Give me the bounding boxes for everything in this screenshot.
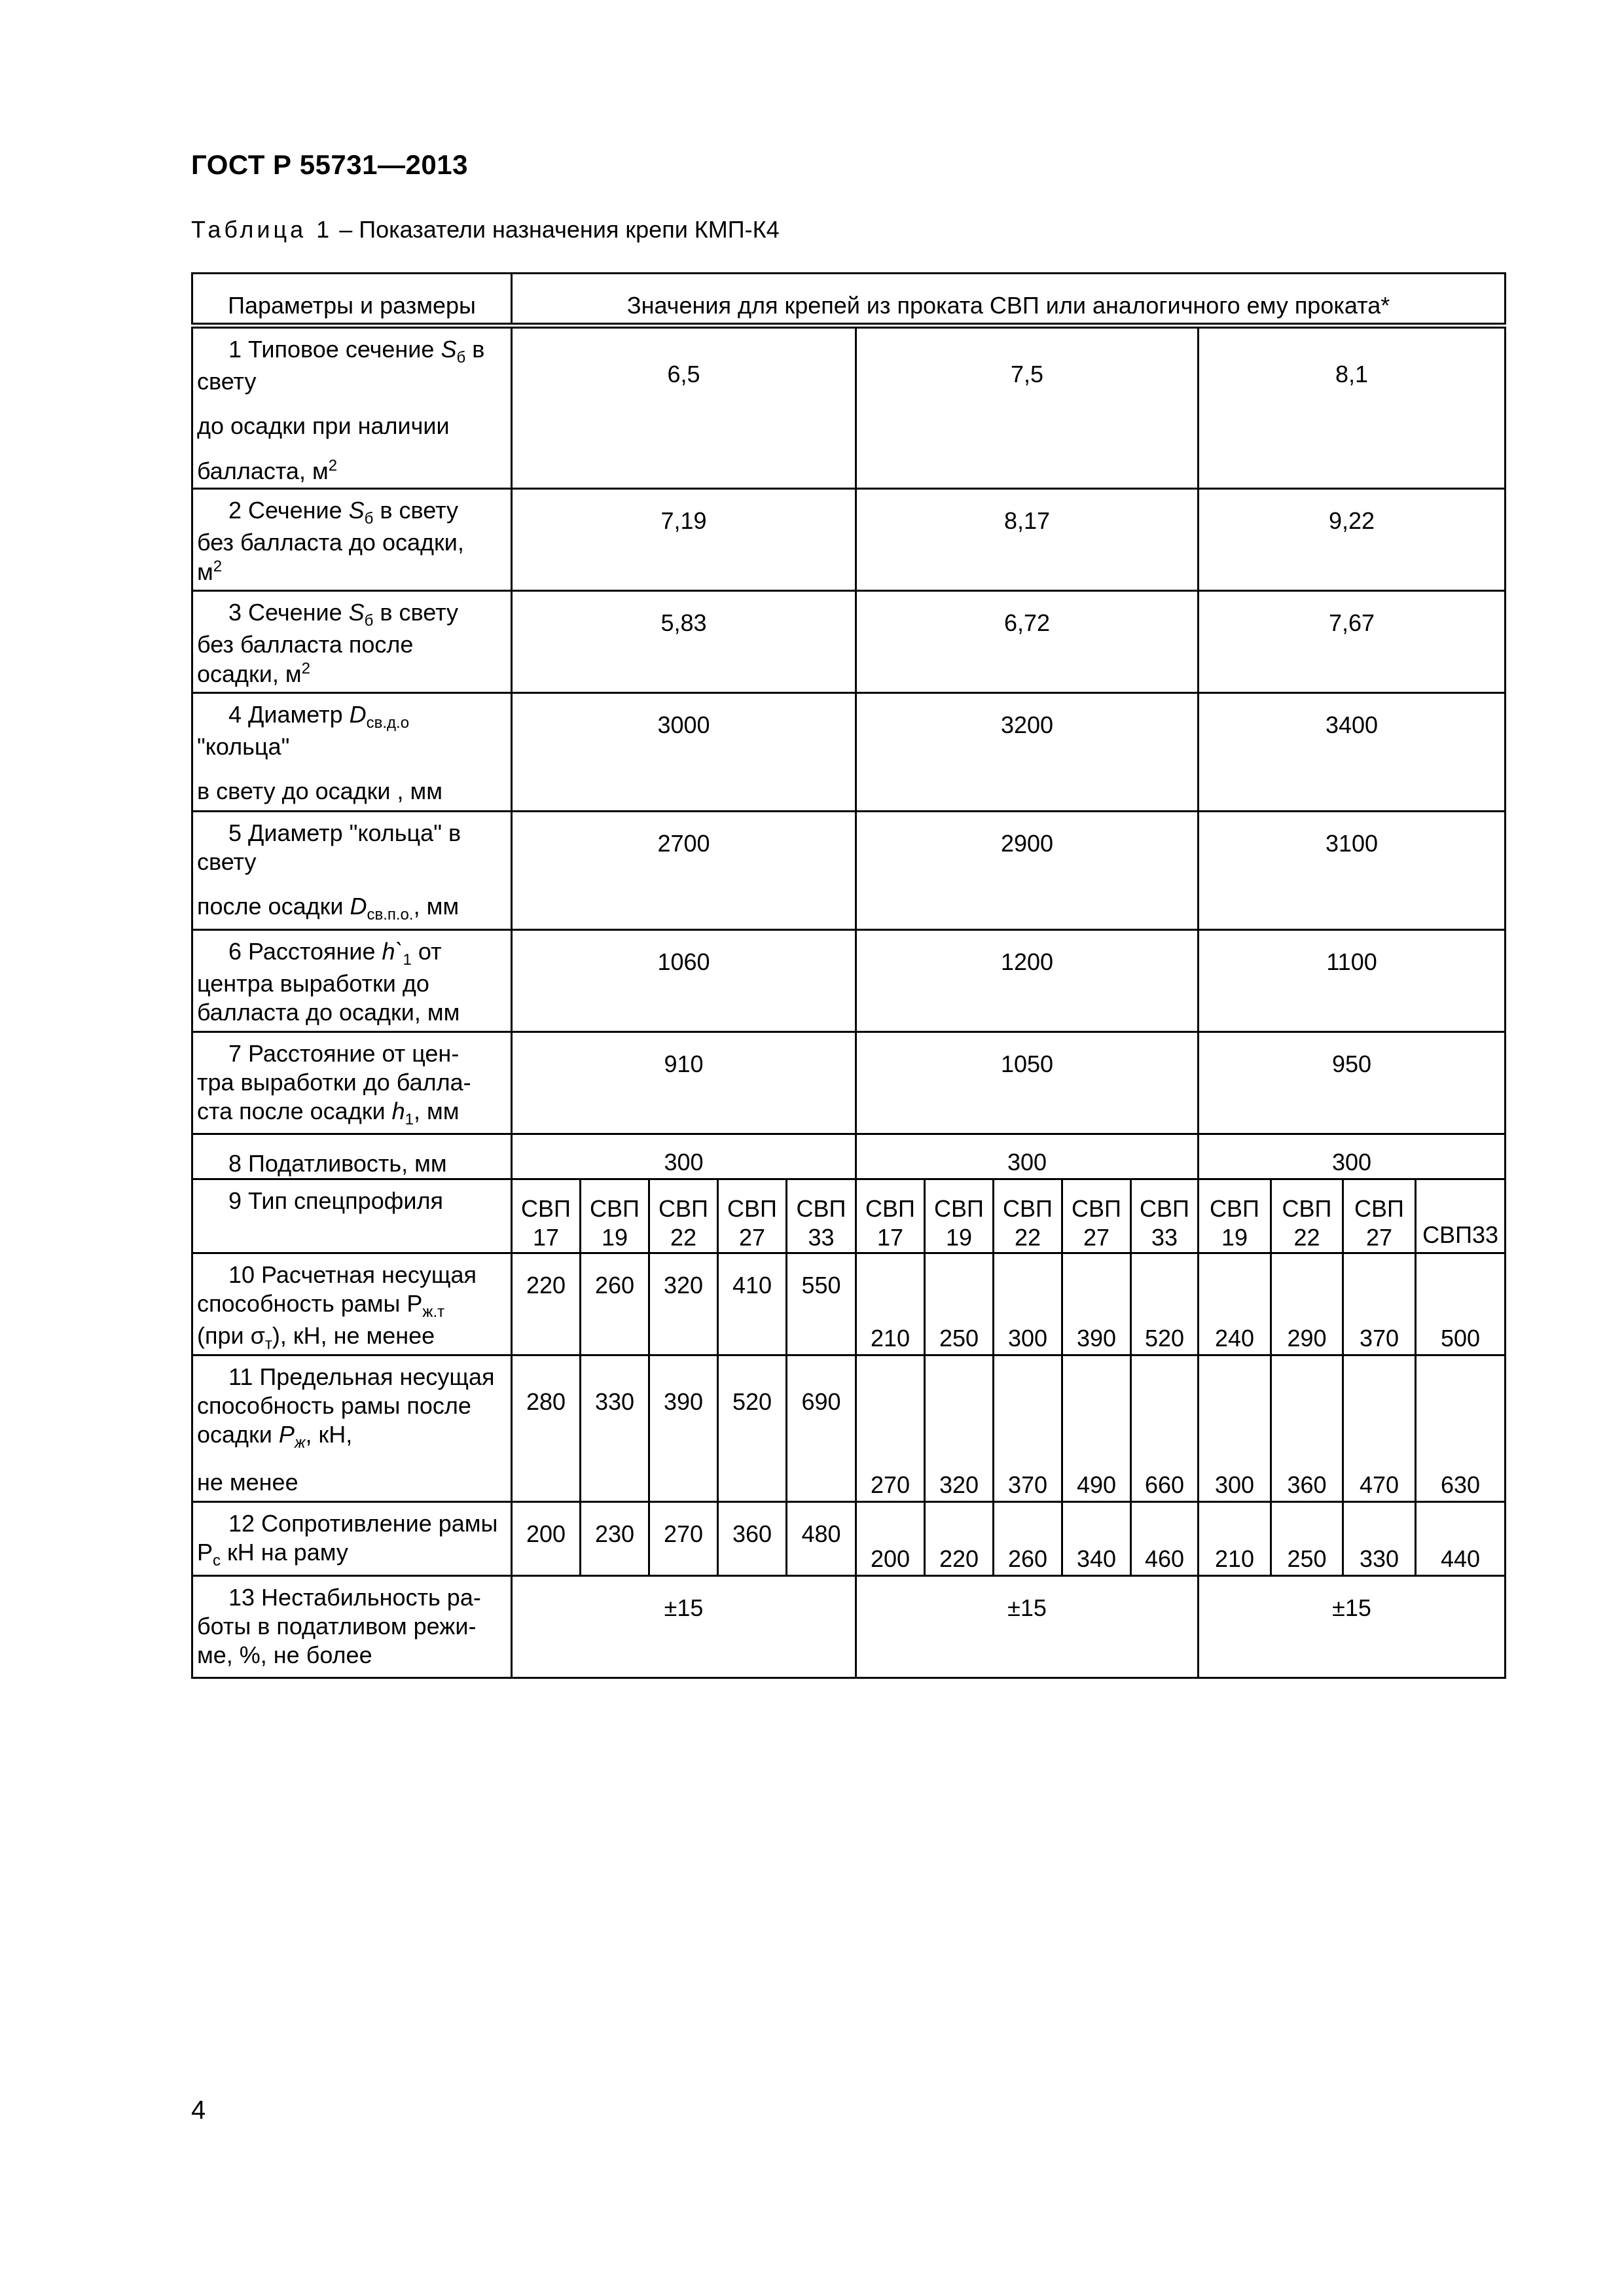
value-cell: 390 bbox=[1062, 1253, 1131, 1355]
table-row bbox=[192, 591, 1506, 693]
value-cell: 690 bbox=[787, 1355, 856, 1501]
profile-cell: СВП 22 bbox=[994, 1179, 1062, 1253]
value-cell: 390 bbox=[649, 1355, 718, 1501]
value-cell: 630 bbox=[1416, 1355, 1506, 1501]
value-cell: 300 bbox=[994, 1253, 1062, 1355]
document-header: ГОСТ Р 55731—2013 bbox=[191, 149, 468, 180]
value-cell: 260 bbox=[994, 1501, 1062, 1575]
param-cell: 5 Диаметр "кольца" в свету после осадки $D_{св.п.о.}$, мм bbox=[192, 812, 512, 930]
value-cell: 480 bbox=[787, 1501, 856, 1575]
value-cell: 250 bbox=[1271, 1501, 1343, 1575]
value-cell: 340 bbox=[1062, 1501, 1131, 1575]
param-cell: 3 Сечение $S_б$ в свету без балласта после осадки, $м^2$ bbox=[192, 591, 512, 693]
value-cell: 1200 bbox=[856, 930, 1199, 1032]
value-cell: 300 bbox=[1199, 1134, 1506, 1179]
header-param: Параметры и размеры bbox=[192, 274, 512, 326]
profile-cell: СВП 27 bbox=[1062, 1179, 1131, 1253]
profile-cell: СВП 22 bbox=[649, 1179, 718, 1253]
value-cell: 2900 bbox=[856, 812, 1199, 930]
table-row bbox=[192, 812, 1506, 930]
value-cell: 1060 bbox=[512, 930, 856, 1032]
value-cell: 550 bbox=[787, 1253, 856, 1355]
value-cell: 200 bbox=[856, 1501, 925, 1575]
value-cell: 8,1 bbox=[1199, 326, 1506, 489]
table-caption: Таблица 1 – Показатели назначения крепи КМП-К4 bbox=[191, 216, 780, 243]
value-cell: 210 bbox=[856, 1253, 925, 1355]
table-row bbox=[192, 930, 1506, 1032]
value-cell: 440 bbox=[1416, 1501, 1506, 1575]
value-cell: 370 bbox=[1343, 1253, 1416, 1355]
table-header-row bbox=[192, 274, 1506, 326]
value-cell: 330 bbox=[1343, 1501, 1416, 1575]
value-cell: 240 bbox=[1199, 1253, 1271, 1355]
value-cell: 520 bbox=[1131, 1253, 1199, 1355]
value-cell: 220 bbox=[925, 1501, 994, 1575]
profile-cell: СВП 19 bbox=[925, 1179, 994, 1253]
value-cell: 230 bbox=[581, 1501, 649, 1575]
table-row bbox=[192, 1501, 1506, 1575]
profile-cell: СВП 27 bbox=[1343, 1179, 1416, 1253]
value-cell: 3400 bbox=[1199, 693, 1506, 812]
profile-cell: СВП 17 bbox=[856, 1179, 925, 1253]
value-cell: 360 bbox=[718, 1501, 787, 1575]
value-cell: 7,67 bbox=[1199, 591, 1506, 693]
param-cell: 8 Податливость, мм bbox=[192, 1134, 512, 1179]
profile-cell: СВП 33 bbox=[787, 1179, 856, 1253]
profile-cell: СВП 33 bbox=[1131, 1179, 1199, 1253]
table-row bbox=[192, 326, 1506, 489]
value-cell: 300 bbox=[856, 1134, 1199, 1179]
value-cell: 3200 bbox=[856, 693, 1199, 812]
table-row bbox=[192, 693, 1506, 812]
value-cell: 280 bbox=[512, 1355, 581, 1501]
table-row bbox=[192, 1253, 1506, 1355]
value-cell: 460 bbox=[1131, 1501, 1199, 1575]
value-cell: 370 bbox=[994, 1355, 1062, 1501]
profile-cell: СВП 17 bbox=[512, 1179, 581, 1253]
value-cell: 290 bbox=[1271, 1253, 1343, 1355]
value-cell: 1100 bbox=[1199, 930, 1506, 1032]
value-cell: 300 bbox=[1199, 1355, 1271, 1501]
param-cell: 2 Сечение $S_б$ в свету без балласта до осадки, $м^2$ bbox=[192, 489, 512, 591]
table-row bbox=[192, 1179, 1506, 1253]
value-cell: 5,83 bbox=[512, 591, 856, 693]
param-cell: 9 Тип спецпрофиля bbox=[192, 1179, 512, 1253]
value-cell: 3000 bbox=[512, 693, 856, 812]
param-cell: 11 Предельная несущая способность рамы после осадки $Р_ж$, кН, не менее bbox=[192, 1355, 512, 1501]
value-cell: 210 bbox=[1199, 1501, 1271, 1575]
profile-cell: СВП 19 bbox=[1199, 1179, 1271, 1253]
param-cell: 6 Расстояние $h`_1$ от центра выработки до балласта до осадки, мм bbox=[192, 930, 512, 1032]
table-row bbox=[192, 1575, 1506, 1677]
value-cell: 270 bbox=[649, 1501, 718, 1575]
profile-cell: СВП33 bbox=[1416, 1179, 1506, 1253]
value-cell: 320 bbox=[649, 1253, 718, 1355]
value-cell: 500 bbox=[1416, 1253, 1506, 1355]
value-cell: 270 bbox=[856, 1355, 925, 1501]
value-cell: 520 bbox=[718, 1355, 787, 1501]
value-cell: 490 bbox=[1062, 1355, 1131, 1501]
value-cell: ±15 bbox=[512, 1575, 856, 1677]
header-values: Значения для крепей из проката СВП или аналогичного ему проката* bbox=[512, 274, 1506, 326]
param-cell: 12 Сопротивление рамы $Р_с$ кН на раму bbox=[192, 1501, 512, 1575]
value-cell: 950 bbox=[1199, 1032, 1506, 1134]
table-row bbox=[192, 1355, 1506, 1501]
value-cell: ±15 bbox=[856, 1575, 1199, 1677]
table-row bbox=[192, 489, 1506, 591]
value-cell: 260 bbox=[581, 1253, 649, 1355]
value-cell: 9,22 bbox=[1199, 489, 1506, 591]
value-cell: 330 bbox=[581, 1355, 649, 1501]
value-cell: 360 bbox=[1271, 1355, 1343, 1501]
value-cell: 7,5 bbox=[856, 326, 1199, 489]
param-cell: 7 Расстояние от цен- тра выработки до балла- ста после осадки $h_1$, мм bbox=[192, 1032, 512, 1134]
spec-table bbox=[191, 272, 1506, 1679]
value-cell: 2700 bbox=[512, 812, 856, 930]
param-cell: 13 Нестабильность ра- боты в податливом режи- ме, %, не более bbox=[192, 1575, 512, 1677]
table-row bbox=[192, 1032, 1506, 1134]
value-cell: 3100 bbox=[1199, 812, 1506, 930]
value-cell: 250 bbox=[925, 1253, 994, 1355]
value-cell: 410 bbox=[718, 1253, 787, 1355]
value-cell: 660 bbox=[1131, 1355, 1199, 1501]
param-cell: 10 Расчетная несущая способность рамы $Р_{ж.т}$ (при $\sigma_т$), кН, не менее bbox=[192, 1253, 512, 1355]
value-cell: 910 bbox=[512, 1032, 856, 1134]
value-cell: ±15 bbox=[1199, 1575, 1506, 1677]
value-cell: 300 bbox=[512, 1134, 856, 1179]
page-number: 4 bbox=[191, 2096, 206, 2125]
param-cell: 1 Типовое сечение $S_б$ в свету до осадки при наличии балласта, $м^2$ bbox=[192, 326, 512, 489]
param-cell: 4 Диаметр $D_{св.д.о}$ "кольца" в свету до осадки , мм bbox=[192, 693, 512, 812]
value-cell: 470 bbox=[1343, 1355, 1416, 1501]
value-cell: 8,17 bbox=[856, 489, 1199, 591]
profile-cell: СВП 19 bbox=[581, 1179, 649, 1253]
value-cell: 220 bbox=[512, 1253, 581, 1355]
profile-cell: СВП 27 bbox=[718, 1179, 787, 1253]
value-cell: 200 bbox=[512, 1501, 581, 1575]
table-row bbox=[192, 1134, 1506, 1179]
value-cell: 6,72 bbox=[856, 591, 1199, 693]
value-cell: 7,19 bbox=[512, 489, 856, 591]
profile-cell: СВП 22 bbox=[1271, 1179, 1343, 1253]
value-cell: 320 bbox=[925, 1355, 994, 1501]
value-cell: 1050 bbox=[856, 1032, 1199, 1134]
value-cell: 6,5 bbox=[512, 326, 856, 489]
